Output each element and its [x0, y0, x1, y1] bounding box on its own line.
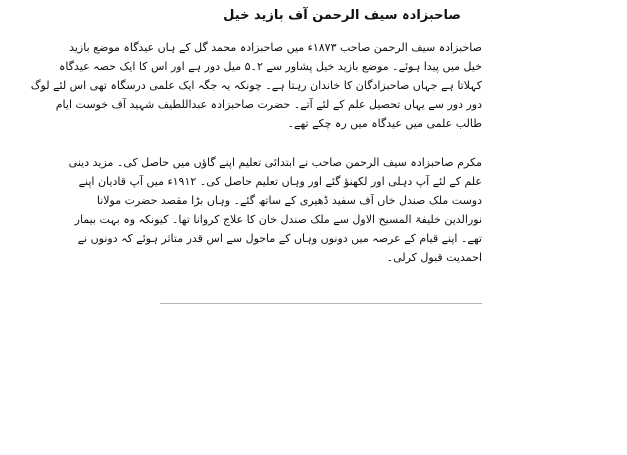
text-line: طالب علمی میں عیدگاہ میں رہ چکے تھے۔ — [287, 117, 482, 130]
paragraph-birth — [30, 38, 482, 133]
text-line: دوست ملک صندل خاں آف سفید ڈھیری کے ساتھ گئے۔ وہاں بڑا مقصد حضرت مولانا — [96, 194, 482, 207]
text-line: صاحبزادہ سیف الرحمن صاحب ۱۸۷۳ء میں صاحبزادہ محمد گل کے ہاں عیدگاہ موضع بازید — [69, 41, 482, 54]
document-title: صاحبزادہ سیف الرحمن آف بازید خیل — [223, 8, 461, 23]
text-line: دور دور سے یہاں تحصیل علم کے لئے آتے۔ حضرت صاحبزادہ عبداللطیف شہید آف خوست ایام — [55, 98, 482, 111]
text-line: نورالدین خلیفۃ المسیح الاول سے ملک صندل خان کا علاج کروانا تھا۔ کیونکہ وہ بہت بیمار — [74, 213, 482, 226]
paragraph-education — [68, 153, 482, 267]
text-line: احمدیت قبول کرلی۔ — [386, 251, 482, 264]
section-divider — [160, 303, 482, 304]
text-line: تھے۔ اپنے قیام کے عرصہ میں دونوں وہاں کے ماحول سے اس قدر متاثر ہوئے کہ دونوں نے — [77, 232, 482, 245]
text-line: خیل میں پیدا ہوئے۔ موضع بازید خیل پشاور سے ۲۔۵ میل دور ہے اور اس کا ایک حصہ عیدگاہ — [58, 60, 482, 73]
text-line: کہلاتا ہے جہاں صاحبزادگان کا خاندان رہتا ہے۔ چونکہ یہ جگہ ایک علمی درسگاہ تھی اس لئے لوگ — [30, 79, 482, 92]
text-line: علم کے لئے آپ دہلی اور لکھنؤ گئے اور وہاں تعلیم حاصل کی۔ ۱۹۱۲ء میں آپ قادیان اپنے — [78, 175, 482, 188]
text-line: مکرم صاحبزادہ سیف الرحمن صاحب نے ابتدائی تعلیم اپنے گاؤں میں حاصل کی۔ مزید دینی — [68, 156, 482, 169]
